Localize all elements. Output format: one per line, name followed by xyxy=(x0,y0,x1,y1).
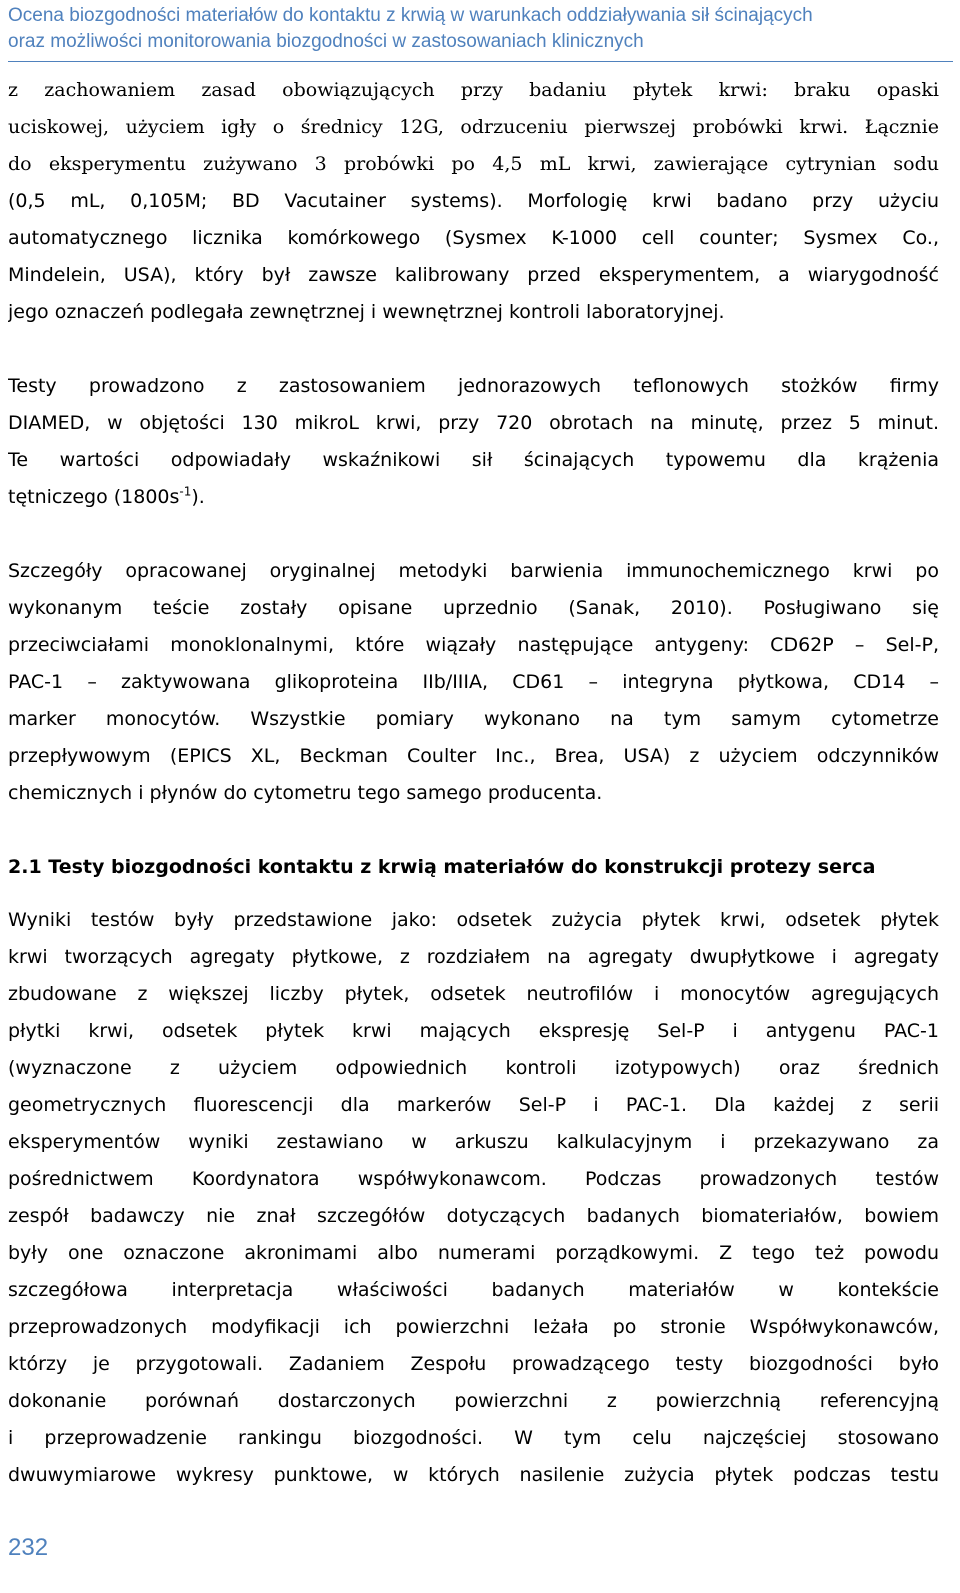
paragraph-4 xyxy=(8,902,939,1494)
text-line: zbudowane z większej liczby płytek, odsetek neutrofilów i monocytów agregujących xyxy=(8,983,939,1005)
text-line: PAC-1 – zaktywowana glikoproteina IIb/IIIA, CD61 – integryna płytkowa, CD14 – xyxy=(8,671,939,693)
text-line: Te wartości odpowiadały wskaźnikowi sił ścinających typowemu dla krążenia xyxy=(8,449,939,471)
text-line: i przeprowadzenie rankingu biozgodności. W tym celu najczęściej stosowano xyxy=(8,1427,939,1449)
text-line: szczegółowa interpretacja właściwości badanych materiałów w kontekście xyxy=(8,1279,939,1301)
text-line: geometrycznych fluorescencji dla markerów Sel-P i PAC-1. Dla każdej z serii xyxy=(8,1094,939,1116)
text-line: jego oznaczeń podlegała zewnętrznej i wewnętrznej kontroli laboratoryjnej. xyxy=(8,301,725,323)
text-line: chemicznych i płynów do cytometru tego samego producenta. xyxy=(8,782,603,804)
running-header xyxy=(8,3,956,55)
text-line: Mindelein, USA), który był zawsze kalibrowany przed eksperymentem, a wiarygodność xyxy=(8,264,939,286)
text-line: pośrednictwem Koordynatora współwykonawcom. Podczas prowadzonych testów xyxy=(8,1168,939,1190)
text-line: Testy prowadzono z zastosowaniem jednorazowych teflonowych stożków firmy xyxy=(8,375,939,397)
text-line: dokonanie porównań dostarczonych powierzchni z powierzchnią referencyjną xyxy=(8,1390,939,1412)
text-fragment: ). xyxy=(191,486,205,508)
body-text xyxy=(8,72,939,1494)
header-line-2: oraz możliwości monitorowania biozgodności w zastosowaniach klinicznych xyxy=(8,31,644,52)
text-line: przeciwciałami monoklonalnymi, które wiązały następujące antygeny: CD62P – Sel-P, xyxy=(8,634,939,656)
text-fragment: tętniczego (1800s xyxy=(8,486,180,508)
section-heading: 2.1 Testy biozgodności kontaktu z krwią materiałów do konstrukcji protezy serca xyxy=(8,856,876,878)
text-line: do eksperymentu zużywano 3 probówki po 4,5 mL krwi, zawierające cytrynian sodu xyxy=(8,153,939,175)
text-line: DIAMED, w objętości 130 mikroL krwi, przy 720 obrotach na minutę, przez 5 minut. xyxy=(8,412,939,434)
header-divider xyxy=(8,61,953,62)
text-line: zespół badawczy nie znał szczegółów dotyczących badanych biomateriałów, bowiem xyxy=(8,1205,939,1227)
text-line: Szczegóły opracowanej oryginalnej metodyki barwienia immunochemicznego krwi po xyxy=(8,560,939,582)
text-line: przeprowadzonych modyfikacji ich powierzchni leżała po stronie Współwykonawców, xyxy=(8,1316,939,1338)
text-line: marker monocytów. Wszystkie pomiary wykonano na tym samym cytometrze xyxy=(8,708,939,730)
text-line: automatycznego licznika komórkowego (Sysmex K-1000 cell counter; Sysmex Co., xyxy=(8,227,939,249)
text-line: którzy je przygotowali. Zadaniem Zespołu prowadzącego testy biozgodności było xyxy=(8,1353,939,1375)
text-line: Wyniki testów były przedstawione jako: odsetek zużycia płytek krwi, odsetek płytek xyxy=(8,909,939,931)
text-line: dwuwymiarowe wykresy punktowe, w których nasilenie zużycia płytek podczas testu xyxy=(8,1464,939,1486)
text-line: (0,5 mL, 0,105M; BD Vacutainer systems). Morfologię krwi badano przy użyciu xyxy=(8,190,939,212)
text-line: eksperymentów wyniki zestawiano w arkuszu kalkulacyjnym i przekazywano za xyxy=(8,1131,939,1153)
text-line: z zachowaniem zasad obowiązujących przy badaniu płytek krwi: braku opaski xyxy=(8,79,939,101)
text-line: wykonanym teście zostały opisane uprzednio (Sanak, 2010). Posługiwano się xyxy=(8,597,939,619)
paragraph-2 xyxy=(8,368,939,516)
text-line: płytki krwi, odsetek płytek krwi mających ekspresję Sel-P i antygenu PAC-1 xyxy=(8,1020,939,1042)
text-line: uciskowej, użyciem igły o średnicy 12G, odrzuceniu pierwszej probówki krwi. Łącznie xyxy=(8,116,939,138)
header-line-1: Ocena biozgodności materiałów do kontaktu z krwią w warunkach oddziaływania sił ścinających xyxy=(8,5,813,26)
paragraph-1 xyxy=(8,72,939,331)
superscript: -1 xyxy=(179,484,192,499)
text-line: (wyznaczone z użyciem odpowiednich kontroli izotypowych) oraz średnich xyxy=(8,1057,939,1079)
paragraph-3 xyxy=(8,553,939,812)
text-line: krwi tworzących agregaty płytkowe, z rozdziałem na agregaty dwupłytkowe i agregaty xyxy=(8,946,939,968)
text-line: były one oznaczone akronimami albo numerami porządkowymi. Z tego też powodu xyxy=(8,1242,939,1264)
text-line: przepływowym (EPICS XL, Beckman Coulter Inc., Brea, USA) z użyciem odczynników xyxy=(8,745,939,767)
page-number: 232 xyxy=(8,1534,49,1561)
text-line xyxy=(8,479,939,516)
